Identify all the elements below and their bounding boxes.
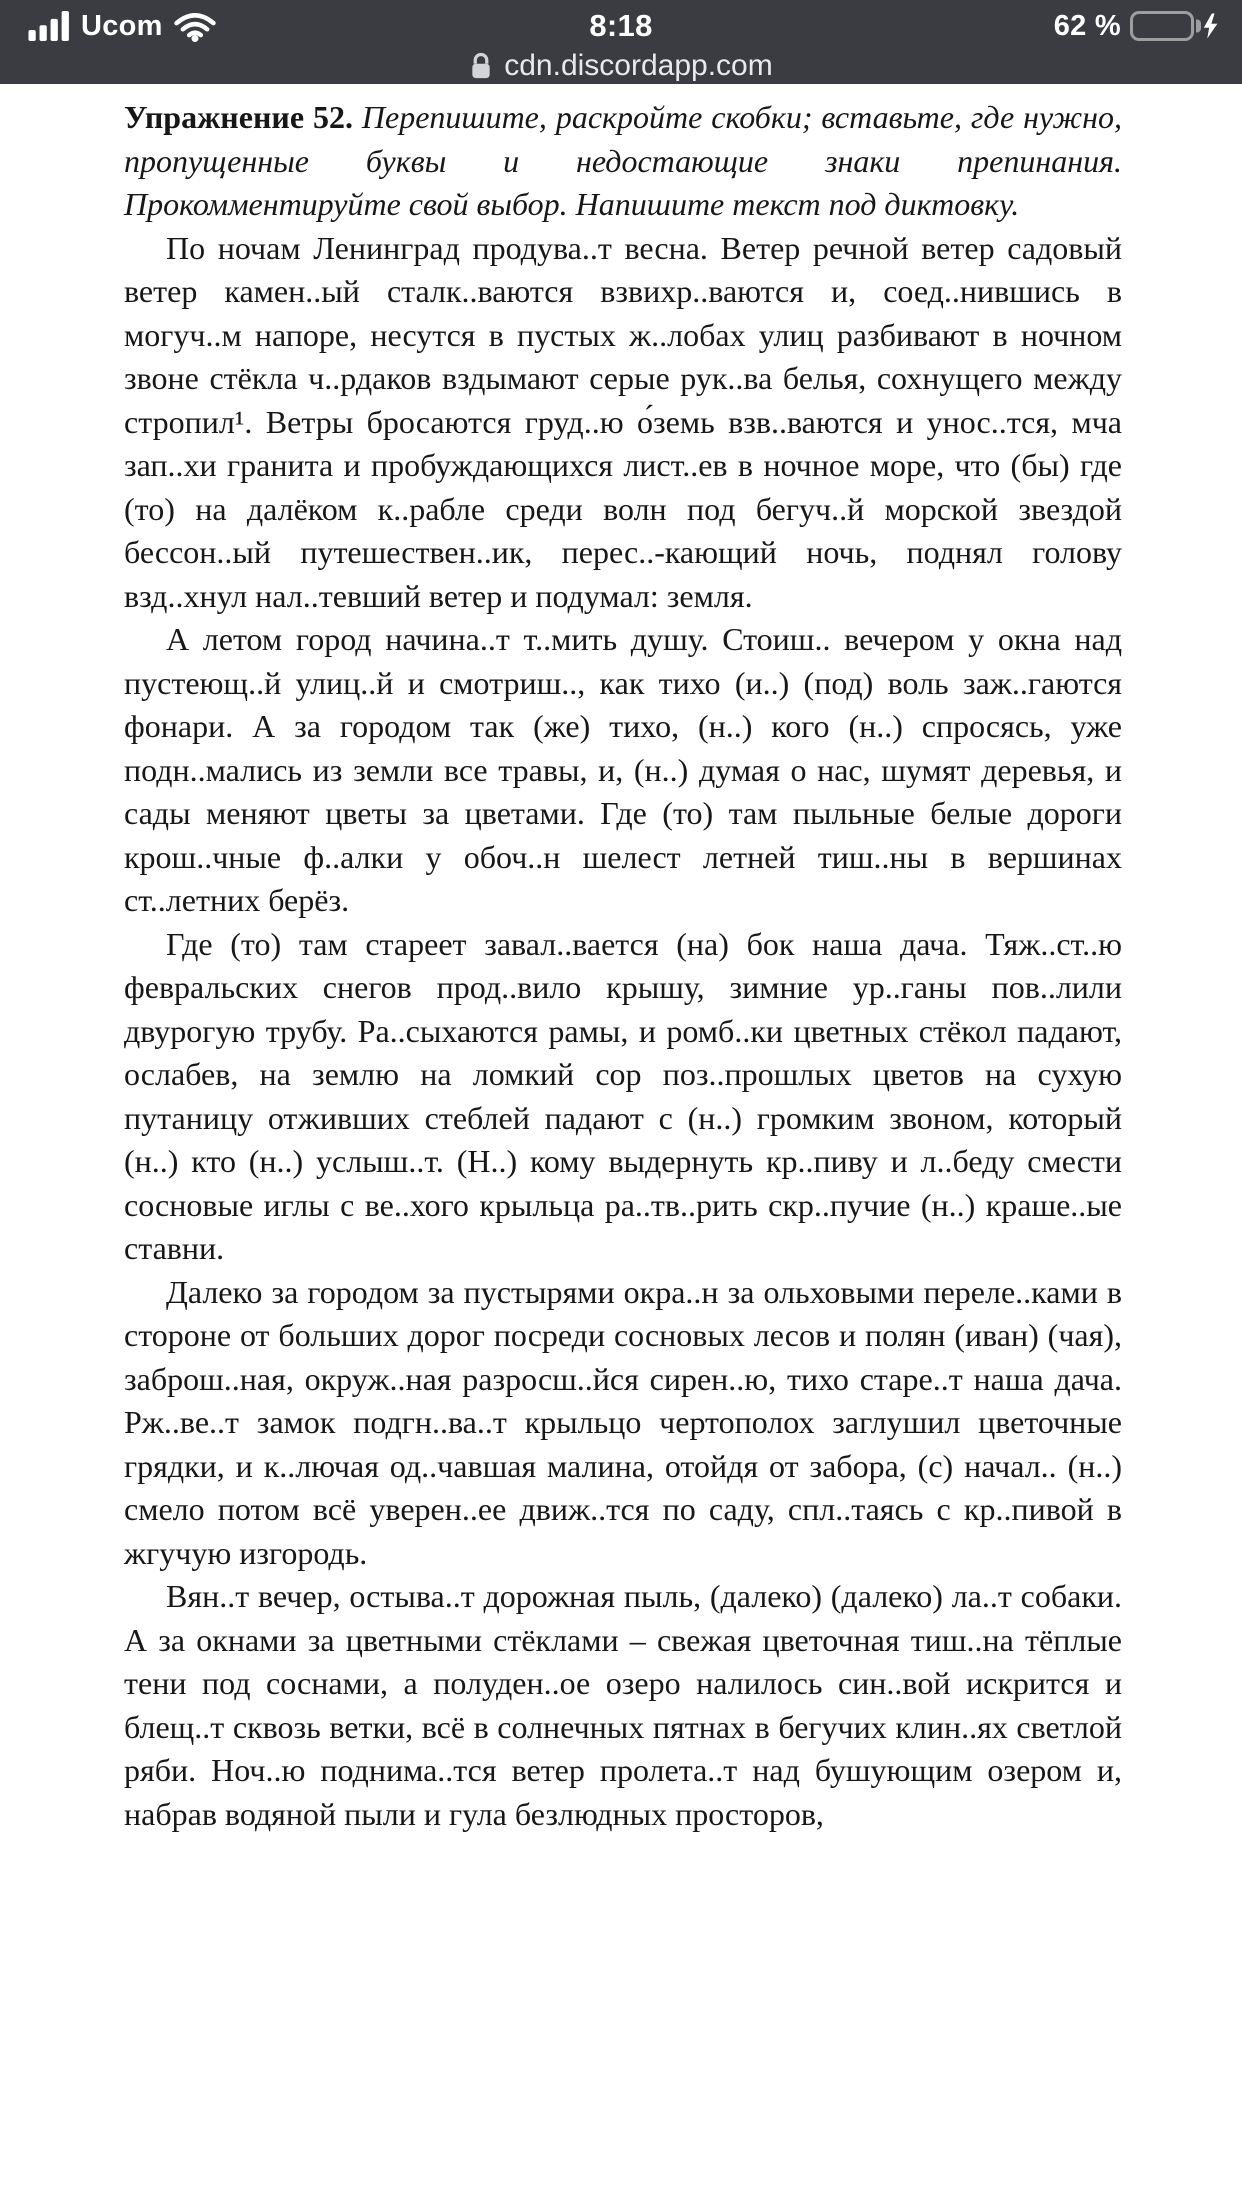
exercise-paragraph: Далеко за городом за пустырями окра..н за ольховыми переле..ками в стороне от больших дорог посреди сосновых лесов и полян (иван) (чая), заброш..ная, окруж..ная разросш..йся сирен..ю, тихо старе..т наша дача. Рж..ве..т замок подгн..ва..т крыльцо чертополох заглушил цветочные грядки, и к..лючая од..чавшая малина, отойдя от забора, (с) начал.. (н..) смело потом всё уверен..ее движ..тся по саду, спл..таясь с кр..пивой в жгучую изгородь. xyxy=(124,1273,1122,1571)
cellular-signal-icon xyxy=(28,11,70,41)
lock-icon xyxy=(469,51,493,81)
battery-track xyxy=(1135,16,1189,36)
battery-cap xyxy=(1196,20,1201,33)
exercise-paragraph: А летом город начина..т т..мить душу. Стоиш.. вечером у окна над пустеющ..й улиц..й и смотриш.., как тихо (и..) (под) воль заж..гаются фонари. А за городом так (же) тихо, (н..) кого (н..) спросясь, уже подн..мались из земли все травы, и, (н..) думая о нас, шумят деревья, и сады меняют цветы за цветами. Где (то) там пыльные белые дороги крош..чные ф..алки у обоч..н шелест летней тиш..ны в вершинах ст..летних берёз. xyxy=(124,621,1122,918)
status-right-group xyxy=(1054,10,1218,43)
url-domain: cdn.discordapp.com xyxy=(504,48,773,82)
exercise-paragraph: По ночам Ленинград продува..т весна. Ветер речной ветер садовый ветер камен..ый сталк..ваются взвихр..ваются и, соед..нившись в могуч..м напоре, несутся в пустых ж..лобах улиц разбивают в ночном звоне стёкла ч..рдаков вздымают серые рук..ва белья, сохнущего между стропил¹. Ветры бросаются груд..ю о́земь взв..ваются и унос..тся, мча зап..хи гранита и пробуждающихся лист..ев в ночное море, что (бы) где (то) на далёком к..рабле среди волн под бегуч..й морской звездой бессон..ый путешествен..ик, перес..-кающий ночь, поднял голову взд..хнул нал..тевший ветер и подумал: земля. xyxy=(124,229,1122,614)
status-bar xyxy=(0,5,1242,47)
carrier-label: Ucom xyxy=(81,9,163,42)
charging-bolt-icon xyxy=(1203,13,1218,39)
scanned-text-block xyxy=(0,84,1242,1836)
status-left-group xyxy=(28,10,216,43)
exercise-paragraph: Где (то) там стареет завал..вается (на) бок наша дача. Тяж..ст..ю февральских снегов прод..вило крышу, зимние ур..ганы пов..лили двурогую трубу. Ра..сыхаются рамы, и ромб..ки цветных стёкол падают, ослабев, на землю на ломкий сор поз..прошлых цветов на сухую путаницу отживших стеблей падают с (н..) громким звоном, который (н..) кто (н..) услыш..т. (Н..) кому выдернуть кр..пиву и л..беду смести сосновые иглы с ве..хого крыльца ра..тв..рить скр..пучие (н..) краше..ые ставни. xyxy=(124,925,1122,1266)
battery-percent-label: 62 % xyxy=(1053,9,1121,42)
exercise-instructions: Перепишите, раскройте скобки; вставьте, где нужно, пропущенные буквы и недостающие знаки препинания. Прокомментируйте свой выбор. Напишите текст под диктовку. xyxy=(124,99,1122,222)
exercise-heading xyxy=(124,96,1122,227)
document-page[interactable] xyxy=(0,84,1242,2208)
exercise-number: Упражнение 52. xyxy=(124,99,353,135)
exercise-paragraph: Вян..т вечер, остыва..т дорожная пыль, (далеко) (далеко) ла..т собаки. А за окнами за цветными стёклами – свежая цветочная тиш..на тёплые тени под соснами, а полуден..ое озеро налилось син..вой искрится и блещ..т сквозь ветки, всё в солнечных пятнах в бегучих клин..ях светлой ряби. Ноч..ю поднима..тся ветер пролета..т над бушующим озером и, набрав водяной пыли и гула безлюдных просторов, xyxy=(124,1578,1122,1832)
wifi-icon xyxy=(174,11,216,42)
browser-chrome xyxy=(0,0,1242,84)
clock-label: 8:18 xyxy=(589,8,653,43)
address-bar[interactable] xyxy=(0,47,1242,84)
battery-icon xyxy=(1130,11,1194,41)
